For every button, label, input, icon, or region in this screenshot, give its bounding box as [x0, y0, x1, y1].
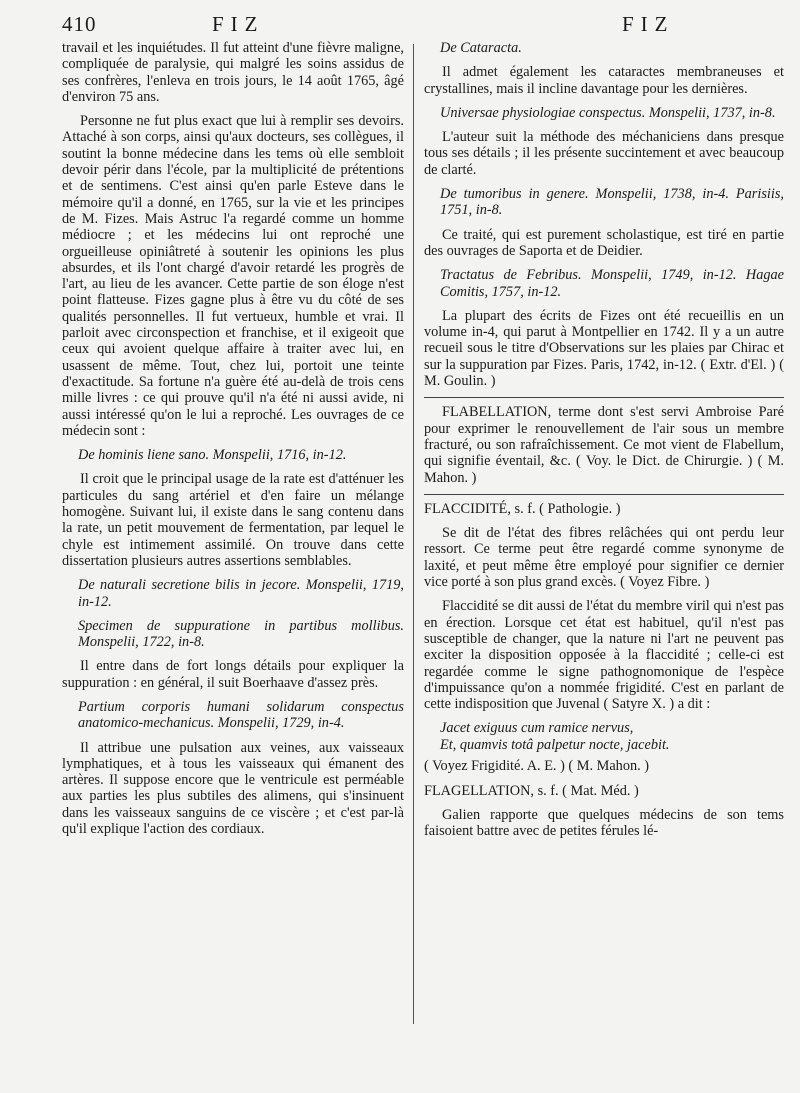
work-title: Partium corporis humani solidarum conspectus anatomico-mechanicus. Monspelii, 1729, in-4. — [78, 698, 404, 732]
verse-quote — [440, 720, 784, 754]
paragraph: Ce traité, qui est purement scholastique, est tiré en partie des ouvrages de Saporta et de Deidier. — [424, 226, 784, 259]
work-title: Specimen de suppuratione in partibus mollibus. Monspelii, 1722, in-8. — [78, 617, 404, 651]
work-title: Tractatus de Febribus. Monspelii, 1749, in-12. Hagae Comitis, 1757, in-12. — [440, 267, 784, 300]
paragraph: Personne ne fut plus exact que lui à remplir ses devoirs. Attaché à son corps, ainsi qu'aux docteurs, ses collègues, il soutint la bonne médecine dans les tems où elle sembloit devoir périr dans l'école, par la multiplicité de prétentions et de sentimens. C'est ainsi qu'en parle Esteve dans le mémoire qu'il a donné, en 1765, sur la vie et les principes de M. Fizes. Mais Astruc l'a regardé comme un homme médiocre ; et les médecins lui ont reproché une orgueilleuse opiniâtreté à soutenir les opinions les plus absurdes, et ils l'ont chargé d'avoir retardé les progrès de l'art, au lieu de les avancer. Cette partie de son éloge n'est point flatteuse. Fizes gagne plus à être vu du côté de ses qualités personnelles. Il fut vertueux, humble et vrai. Il parloit avec circonspection et franchise, et il exigeoit que ceux qui avoient quelque affaire à traiter avec lui, en usassent de même. Tout, chez lui, portoit une teinte d'exactitude. Sa fortune n'a guère été au-delà de trois cens mille livres : ce qui prouve qu'il n'a été ni aussi avide, ni aussi intéressé qu'on le lui a reproché. Les ouvrages de ce médecin sont : — [62, 113, 404, 439]
paragraph: ( Voyez Frigidité. A. E. ) ( M. Mahon. ) — [424, 758, 650, 775]
work-title: De tumoribus in genere. Monspelii, 1738, in-4. Parisiis, 1751, in-8. — [440, 186, 784, 219]
paragraph: Flaccidité se dit aussi de l'état du membre viril qui n'est pas en érection. Lorsque cet état est habituel, qu'il n'est pas susceptible de changer, que la nature ni l'art ne peuvent pas exciter la disposition opposée à la flaccidité ; celle-ci est regardée comme le signe pathognomonique de l'espèce d'impuissance qu'on a nommée frigidité. C'est en parlant de cette indisposition que Juvenal ( Satyre X. ) a dit : — [424, 598, 784, 713]
page-number: 410 — [62, 12, 97, 36]
running-head-right: FIZ — [622, 12, 675, 36]
paragraph: travail et les inquiétudes. Il fut atteint d'une fièvre maligne, compliquée de paralysie, qui malgré les soins assidus de ses confrères, l'enleva en trois jours, le 14 août 1765, âgé d'environ 75 ans. — [62, 40, 404, 105]
verse-line: Jacet exiguus cum ramice nervus, — [440, 720, 634, 737]
paragraph: Il attribue une pulsation aux veines, aux vaisseaux lymphatiques, et à tous les vaisseaux qui émanent des artères. Il suppose encore que le ventricule est perméable aux parties les plus subtiles des alimens, qui s'insinuent dans les vaisseaux sanguins de ce viscère ; et c'est par-là qu'il explique l'action des cordiaux. — [62, 739, 404, 838]
entry-divider — [424, 397, 784, 398]
work-title: De Cataracta. — [440, 40, 522, 56]
dictionary-entry-flagellation: FLAGELLATION, s. f. ( Mat. Méd. ) — [424, 782, 639, 799]
paragraph: Il croit que le principal usage de la rate est d'atténuer les particules du sang artériel et d'en faire un mélange homogène. Suivant lui, il existe dans le sang contenu dans la rate, un petit mouvement de fermentation, par lequel le chyle est intimement assimilé. On trouve dans cette dissertation plusieurs autres assertions semblables. — [62, 471, 404, 569]
paragraph: Il entre dans de fort longs détails pour expliquer la suppuration : en général, il suit Boerhaave d'assez près. — [62, 658, 404, 691]
paragraph: La plupart des écrits de Fizes ont été recueillis en un volume in-4, qui parut à Montpellier en 1742. Il y a un autre recueil sous le titre d'Observations sur les plaies par Chirac et sur la suppuration par Fizes. Paris, 1742, in-12. ( Extr. d'El. ) ( M. Goulin. ) — [424, 307, 784, 390]
work-title: De hominis liene sano. Monspelii, 1716, in-12. — [78, 447, 347, 464]
verse-line: Et, quamvis totâ palpetur nocte, jacebit. — [440, 737, 670, 754]
work-title: De naturali secretione bilis in jecore. Monspelii, 1719, in-12. — [78, 577, 404, 610]
work-title: Universae physiologiae conspectus. Monspelii, 1737, in-8. — [440, 104, 776, 121]
dictionary-entry-flaccidite: FLACCIDITÉ, s. f. ( Pathologie. ) — [424, 500, 621, 517]
dictionary-entry-flabellation: FLABELLATION, terme dont s'est servi Ambroise Paré pour exprimer le renouvellement de l'air sous un membre fracturé, ou son rafraîchissement. Ce mot vient de Flabellum, qui signifie éventail, &c. ( Voy. le Dict. de Chirurgie. ) ( M. Mahon. ) — [424, 404, 784, 486]
right-column — [424, 40, 784, 848]
paragraph: Il admet également les cataractes membraneuses et crystallines, mais il incline davantage pour les dernières. — [424, 64, 784, 97]
paragraph: Se dit de l'état des fibres relâchées qui ont perdu leur ressort. Ce terme peut être regardé comme synonyme de laxité, et peut même être employé pour signifier ce dernier vice porté à son plus grand excès. ( Voyez Fibre. ) — [424, 525, 784, 591]
entry-divider — [424, 494, 784, 495]
paragraph: L'auteur suit la méthode des méchaniciens dans presque tous ses détails ; il les présente succintement et avec beaucoup de clarté. — [424, 129, 784, 178]
running-header — [62, 10, 770, 40]
column-rule — [413, 44, 414, 1024]
running-head-left: FIZ — [212, 12, 265, 36]
left-column — [62, 40, 404, 845]
paragraph: Galien rapporte que quelques médecins de son tems faisoient battre avec de petites férules lé- — [424, 806, 784, 840]
